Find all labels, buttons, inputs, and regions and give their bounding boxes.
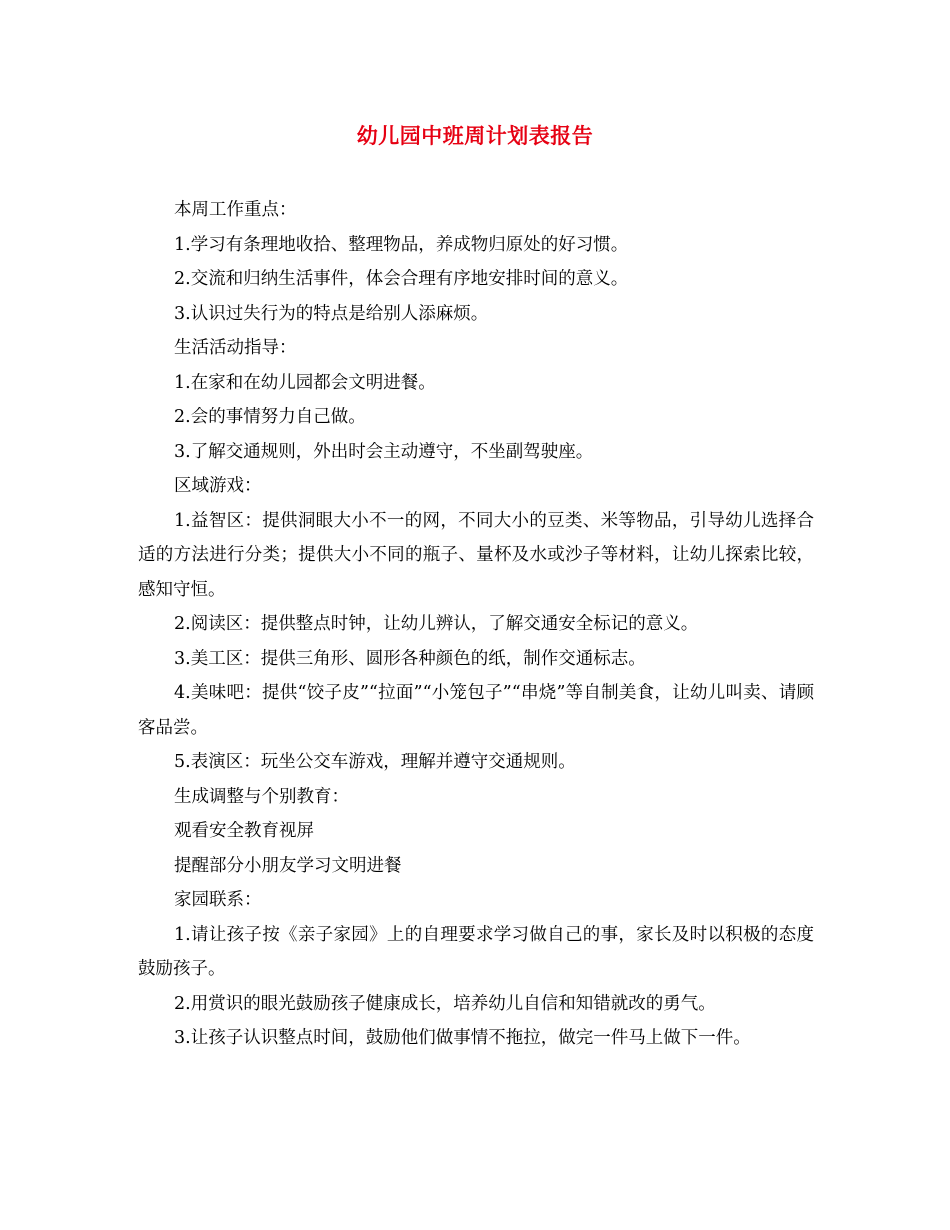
document-title: 幼儿园中班周计划表报告 bbox=[356, 123, 594, 148]
paragraph: 2.用赏识的眼光鼓励孩子健康成长，培养幼儿自信和知错就改的勇气。 bbox=[174, 993, 716, 1014]
paragraph: 1.学习有条理地收拾、整理物品，养成物归原处的好习惯。 bbox=[174, 234, 629, 255]
paragraph: 生成调整与个别教育： bbox=[174, 786, 349, 807]
paragraph: 5.表演区：玩坐公交车游戏，理解并遵守交通规则。 bbox=[174, 752, 576, 772]
paragraph: 2.阅读区：提供整点时钟，让幼儿辨认，了解交通安全标记的意义。 bbox=[174, 614, 699, 634]
paragraph: 2.会的事情努力自己做。 bbox=[174, 407, 366, 427]
paragraph: 4.美味吧：提供“饺子皮”“拉面”“小笼包子”“串烧”等自制美食，让幼儿叫卖、请顾客品尝。 bbox=[138, 683, 814, 738]
paragraph: 1.在家和在幼儿园都会文明进餐。 bbox=[174, 372, 436, 393]
paragraph: 观看安全教育视屏 bbox=[174, 821, 314, 841]
paragraph: 提醒部分小朋友学习文明进餐 bbox=[174, 855, 402, 876]
paragraph: 生活活动指导： bbox=[174, 338, 297, 358]
paragraph: 3.了解交通规则，外出时会主动遵守，不坐副驾驶座。 bbox=[174, 441, 594, 462]
paragraph: 2.交流和归纳生活事件，体会合理有序地安排时间的意义。 bbox=[174, 269, 629, 289]
paragraph: 区域游戏： bbox=[174, 476, 262, 496]
paragraph: 1.益智区：提供洞眼大小不一的网，不同大小的豆类、米等物品，引导幼儿选择合适的方法进行分类；提供大小不同的瓶子、量杯及水或沙子等材料，让幼儿探索比较，感知守恒。 bbox=[138, 510, 814, 600]
document-body bbox=[138, 193, 814, 1056]
paragraph: 1.请让孩子按《亲子家园》上的自理要求学习做自己的事，家长及时以积极的态度鼓励孩子。 bbox=[138, 924, 814, 979]
paragraph: 本周工作重点： bbox=[174, 200, 297, 220]
paragraph: 家园联系： bbox=[174, 890, 262, 910]
paragraph: 3.认识过失行为的特点是给别人添麻烦。 bbox=[174, 303, 489, 324]
paragraph: 3.美工区：提供三角形、圆形各种颜色的纸，制作交通标志。 bbox=[174, 648, 646, 669]
paragraph: 3.让孩子认识整点时间，鼓励他们做事情不拖拉，做完一件马上做下一件。 bbox=[174, 1028, 751, 1048]
